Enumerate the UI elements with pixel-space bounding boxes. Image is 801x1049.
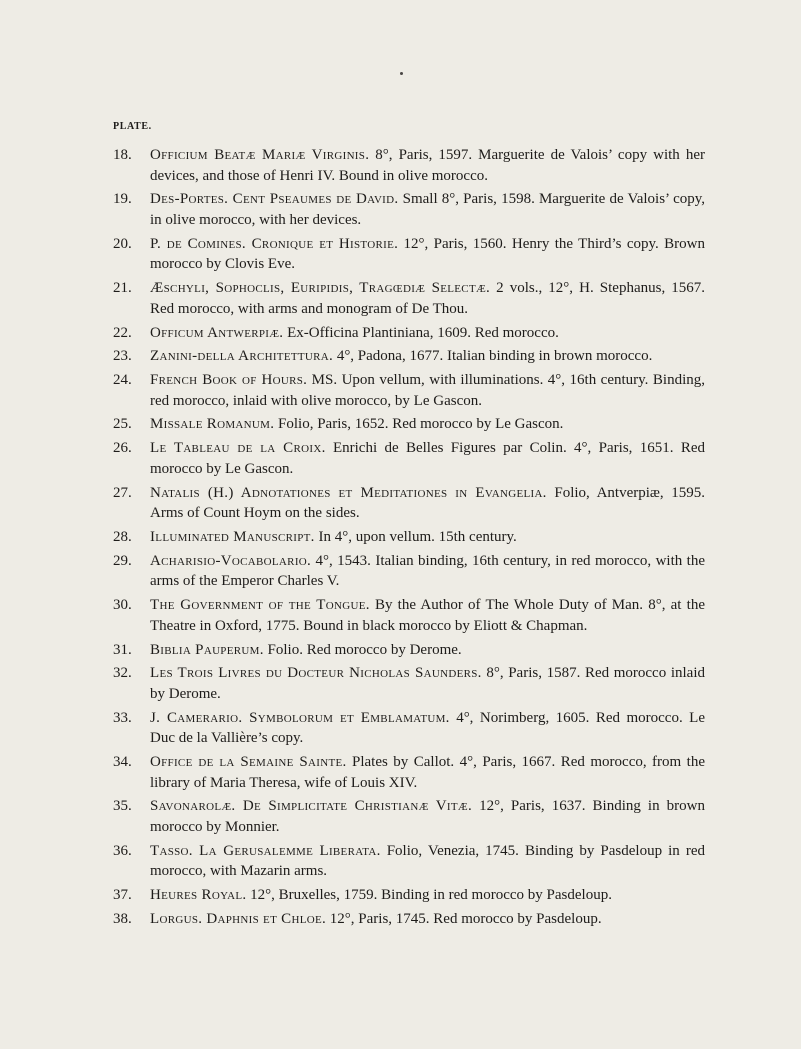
plate-number: 24. [113, 372, 132, 389]
list-item [113, 885, 705, 906]
book-description: Enrichi de Belles Figures par Colin. 4°, Paris, 1651. Red morocco by Le Gascon. [150, 440, 705, 477]
book-description: Plates by Callot. 4°, Paris, 1667. Red morocco, from the library of Maria Theresa, wife of Louis XIV. [150, 754, 706, 791]
plate-number: 29. [113, 552, 132, 569]
book-title: Savonarolæ. De Simplicitate Christianæ Vitæ. [150, 798, 473, 815]
book-description: 8°, Paris, 1587. Red morocco inlaid by Derome. [150, 665, 705, 702]
book-title: Officum Antwerpiæ. [150, 324, 284, 341]
book-description: 8°, Paris, 1597. Marguerite de Valois’ copy with her devices, and those of Henri IV. Bound in olive morocco. [150, 147, 706, 184]
book-title: Les Trois Livres du Docteur Nicholas Saunders. [150, 665, 482, 682]
book-description: In 4°, upon vellum. 15th century. [318, 528, 517, 545]
list-item [113, 483, 705, 524]
book-description: By the Author of The Whole Duty of Man. 8°, at the Theatre in Oxford, 1775. Bound in black morocco by Eliott & Chapman. [150, 597, 705, 634]
book-description: 4°, Padona, 1677. Italian binding in brown morocco. [336, 348, 653, 365]
list-item [113, 323, 705, 344]
book-description: Folio, Venezia, 1745. Binding by Pasdeloup in red morocco, with Mazarin arms. [150, 842, 705, 880]
plate-number: 31. [113, 641, 132, 658]
list-item [113, 841, 705, 882]
list-item [113, 145, 705, 186]
list-item [113, 752, 705, 793]
book-description: 12°, Paris, 1637. Binding in brown morocco by Monnier. [150, 798, 705, 835]
list-item [113, 640, 705, 661]
book-title: Missale Romanum. [150, 416, 275, 433]
plate-number: 36. [113, 842, 132, 859]
list-item [113, 414, 705, 435]
book-title: Heures Royal. [150, 887, 247, 904]
plate-number: 30. [113, 597, 132, 614]
plate-number: 38. [113, 910, 132, 927]
book-title: Acharisio-Vocabolario. [150, 552, 312, 569]
plate-number: 21. [113, 280, 132, 297]
book-description: Folio, Antverpiæ, 1595. Arms of Count Hoym on the sides. [150, 484, 705, 522]
list-item [113, 527, 705, 548]
list-item [113, 438, 705, 479]
plate-number: 26. [113, 440, 132, 457]
book-title: The Government of the Tongue. [150, 597, 370, 614]
book-description: 12°, Paris, 1745. Red morocco by Pasdeloup. [329, 910, 602, 927]
book-description: 4°, 1543. Italian binding, 16th century, in red morocco, with the arms of the Emperor Charles V. [150, 552, 706, 590]
list-item [113, 370, 705, 411]
plate-number: 35. [113, 798, 132, 815]
book-description: 12°, Paris, 1560. Henry the Third’s copy. Brown morocco by Clovis Eve. [150, 235, 705, 273]
book-title: Officium Beatæ Mariæ Virginis. [150, 147, 370, 163]
list-item [113, 796, 705, 837]
book-description: 2 vols., 12°, H. Stephanus, 1567. Red morocco, with arms and monogram of De Thou. [150, 280, 706, 317]
list-item [113, 234, 705, 275]
plate-number: 28. [113, 528, 132, 545]
plate-number: 33. [113, 709, 132, 726]
book-title: Æschyli, Sophoclis, Euripidis, Tragœdiæ Selectæ. [150, 280, 491, 297]
book-description: Ex-Officina Plantiniana, 1609. Red morocco. [287, 324, 559, 341]
plate-number: 27. [113, 484, 132, 501]
list-item [113, 909, 705, 930]
book-description: Folio, Paris, 1652. Red morocco by Le Gascon. [278, 416, 564, 433]
plate-header: PLATE. [113, 121, 152, 132]
plate-number: 18. [113, 147, 132, 163]
list-item [113, 189, 705, 230]
plate-number: 20. [113, 235, 132, 252]
book-title: J. Camerario. Symbolorum et Emblamatum. [150, 709, 450, 726]
list-item [113, 708, 705, 749]
page-mark [400, 72, 403, 75]
book-title: Le Tableau de la Croix. [150, 440, 326, 457]
book-description: MS. Upon vellum, with illuminations. 4°, 16th century. Binding, red morocco, inlaid with olive morocco, by Le Gascon. [150, 372, 706, 409]
book-description: Folio. Red morocco by Derome. [267, 641, 462, 658]
list-item [113, 346, 705, 367]
plate-number: 22. [113, 324, 132, 341]
book-title: Lorgus. Daphnis et Chloe. [150, 910, 327, 927]
plate-number: 37. [113, 887, 132, 904]
plate-number: 34. [113, 754, 132, 771]
book-title: Illuminated Manuscript. [150, 528, 315, 545]
book-title: Tasso. La Gerusalemme Liberata. [150, 842, 381, 859]
book-title: Des-Portes. Cent Pseaumes de David. [150, 191, 399, 208]
plate-number: 23. [113, 348, 132, 365]
book-description: Small 8°, Paris, 1598. Marguerite de Valois’ copy, in olive morocco, with her devices. [150, 191, 706, 228]
book-title: P. de Comines. Cronique et Historie. [150, 235, 399, 252]
book-title: Zanini-della Architettura. [150, 348, 334, 365]
plate-number: 25. [113, 416, 132, 433]
list-item [113, 278, 705, 319]
book-title: Biblia Pauperum. [150, 641, 264, 658]
plate-number: 32. [113, 665, 132, 682]
book-title: Natalis (H.) Adnotationes et Meditationes in Evangelia. [150, 484, 547, 501]
plate-list [113, 145, 705, 933]
list-item [113, 595, 705, 636]
book-title: Office de la Semaine Sainte. [150, 754, 347, 771]
book-title: French Book of Hours. [150, 372, 308, 389]
book-description: 12°, Bruxelles, 1759. Binding in red morocco by Pasdeloup. [250, 887, 612, 904]
plate-number: 19. [113, 191, 132, 208]
list-item [113, 551, 705, 592]
book-description: 4°, Norimberg, 1605. Red morocco. Le Duc de la Vallière’s copy. [150, 709, 705, 747]
list-item [113, 663, 705, 704]
